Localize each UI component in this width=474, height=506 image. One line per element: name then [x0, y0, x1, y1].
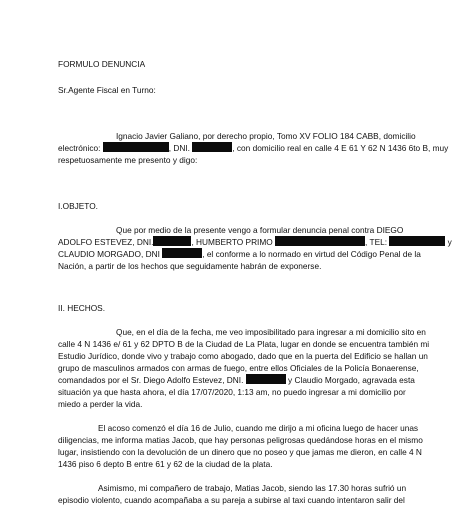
objeto-text: , el conforme a lo normado en virtud del Código Penal de la [202, 249, 421, 259]
objeto-text: , TEL: [365, 237, 388, 247]
intro-text: , DNI. [168, 143, 190, 153]
hechos-p2-line-4: 1436 piso 6 depto B entre 61 y 62 de la ciudad de la plata. [58, 459, 273, 469]
hechos-p1-line-1: Que, en el día de la fecha, me veo imposibilitado para ingresar a mi domicilio sito en [116, 327, 426, 337]
hechos-p1-line-6: situación ya que hasta ahora, el día 17/07/2020, 1:13 am, no puedo ingresar a mi domicilio por [58, 387, 406, 397]
section-heading-objeto: I.OBJETO. [58, 201, 98, 211]
redacted-dni [192, 142, 232, 152]
intro-line-3: respetuosamente me presento y digo: [58, 155, 198, 165]
hechos-p1-line-5 [58, 374, 422, 386]
hechos-p1-line-2: calle 4 N 1436 e/ 61 y 62 DPTO B de la Ciudad de La Plata, lugar en donde se encuentra también mi [58, 339, 430, 349]
redacted-email [103, 142, 169, 152]
hechos-p3-line-2: episodio violento, cuando acompañaba a su pareja a subirse al taxi cuando intentaron salir del [58, 495, 405, 505]
hechos-p2-line-2: diligencias, me informa matias Jacob, que hay personas peligrosas quedándose horas en el mismo [58, 435, 423, 445]
hechos-p2-line-1: El acoso comenzó el día 16 de Julio, cuando me dirijo a mi oficina luego de hacer unas [98, 423, 419, 433]
objeto-text: , HUMBERTO PRIMO [191, 237, 273, 247]
hechos-text: comandados por el Sr. Diego Adolfo Estevez, DNI. [58, 375, 244, 385]
document-title: FORMULO DENUNCIA [58, 59, 146, 69]
hechos-p1-line-3: Estudio Jurídico, donde vivo y trabajo como abogado, dado que en la puerta del Edificio se hallan un [58, 351, 428, 361]
objeto-text: ADOLFO ESTEVEZ, DNI. [58, 237, 154, 247]
hechos-p1-line-7: miedo a perder la vida. [58, 399, 143, 409]
redacted-phone [389, 236, 445, 246]
objeto-line-2 [58, 236, 452, 248]
objeto-line-4: Nación, a partir de los hechos que seguidamente habrán de exponerse. [58, 261, 322, 271]
intro-text: , con domicilio real en calle 4 E 61 Y 62 N 1436 6to B, muy [232, 143, 449, 153]
redacted-dni [153, 236, 191, 246]
intro-text: electrónico: [58, 143, 101, 153]
objeto-text: y [447, 237, 452, 247]
section-heading-hechos: II. HECHOS. [58, 303, 106, 313]
objeto-line-3 [58, 248, 422, 260]
intro-line-2 [58, 142, 449, 154]
redacted-dni [246, 374, 286, 384]
objeto-text: CLAUDIO MORGADO, DNI [58, 249, 160, 259]
hechos-p2-line-3: lugar, insistiendo con la devolución de un dinero que no poseo y que jamas me dieron, en calle 4 N [58, 447, 422, 457]
objeto-line-1: Que por medio de la presente vengo a formular denuncia penal contra DIEGO [116, 225, 404, 235]
redacted-dni [275, 236, 365, 246]
hechos-p3-line-1: Asimismo, mi compañero de trabajo, Matias Jacob, siendo las 17.30 horas sufrió un [98, 483, 407, 493]
redacted-dni [162, 248, 202, 258]
addressee: Sr.Agente Fiscal en Turno: [58, 85, 156, 95]
hechos-text: y Claudio Morgado, agravada esta [288, 375, 415, 385]
intro-line-1: Ignacio Javier Galiano, por derecho propio, Tomo XV FOLIO 184 CABB, domicilio [116, 131, 416, 141]
hechos-p1-line-4: grupo de masculinos armados con armas de fuego, entre ellos Oficiales de la Policía Bonaerense, [58, 363, 419, 373]
